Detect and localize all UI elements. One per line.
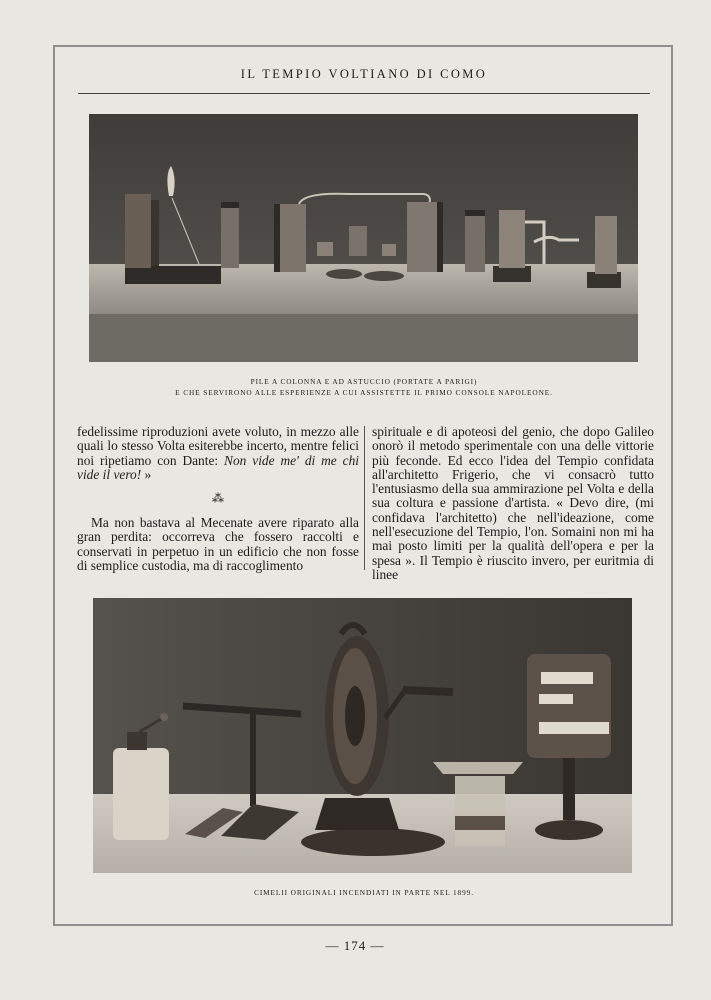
- left-paragraph-1: [77, 425, 359, 482]
- right-paragraph: spirituale e di apoteosi del genio, che dopo Galileo onorò il metodo sperimentale con una delle vittorie più feconde. Ed ecco l'idea del Tempio confidata all'architetto Frigerio, che vi consacrò tutto l'entusiasmo della sua ammirazione pel Volta e della sua coltura e passione d'artista. « Devo dire, (mi confidava l'architetto) che nell'ideazione, come nell'esecuzione del Tempio, l'on. Somaini non mi ha mai posto limiti per la qualità dell'opera e per la spesa ». Il Tempio è riuscito invero, per euritmia di linee: [372, 424, 654, 582]
- text-column-right: [372, 425, 654, 582]
- photo-voltaic-piles-image: [89, 114, 638, 362]
- column-divider: [364, 426, 365, 570]
- photo-original-relics-image: [93, 598, 632, 873]
- page-number: — 174 —: [325, 938, 385, 953]
- head-rule: [78, 93, 650, 94]
- dante-quote: Non vide me' di me chi vide il vero!: [77, 452, 359, 482]
- asterism-divider: ⁂: [212, 491, 224, 506]
- left-paragraph-2: Ma non bastava al Mecenate avere riparato alla gran perdita: occorreva che fossero raccolti e conservati in perpetuo in un edificio che non fosse di semplice custodia, ma di raccoglimento: [77, 515, 359, 574]
- left-paragraph-1-text: fedelissime riproduzioni avete voluto, in mezzo alle quali lo stesso Volta esiterebbe incerto, mentre felici noi ripetiamo con Dante:: [77, 424, 359, 468]
- top-plate-caption: [78, 376, 650, 398]
- dante-quote-close: »: [141, 466, 152, 482]
- bottom-plate-caption: CIMELII ORIGINALI INCENDIATI IN PARTE NEL 1899.: [254, 888, 474, 897]
- photo-original-relics: [93, 598, 632, 873]
- top-plate-caption-line2: E CHE SERVIRONO ALLE ESPERIENZE A CUI ASSISTETTE IL PRIMO CONSOLE NAPOLEONE.: [175, 388, 553, 397]
- text-column-left: [77, 425, 359, 573]
- top-plate-caption-line1: PILE A COLONNA E AD ASTUCCIO (PORTATE A PARIGI): [250, 377, 478, 386]
- photo-voltaic-piles: [89, 114, 638, 362]
- running-head: IL TEMPIO VOLTIANO DI COMO: [240, 67, 488, 81]
